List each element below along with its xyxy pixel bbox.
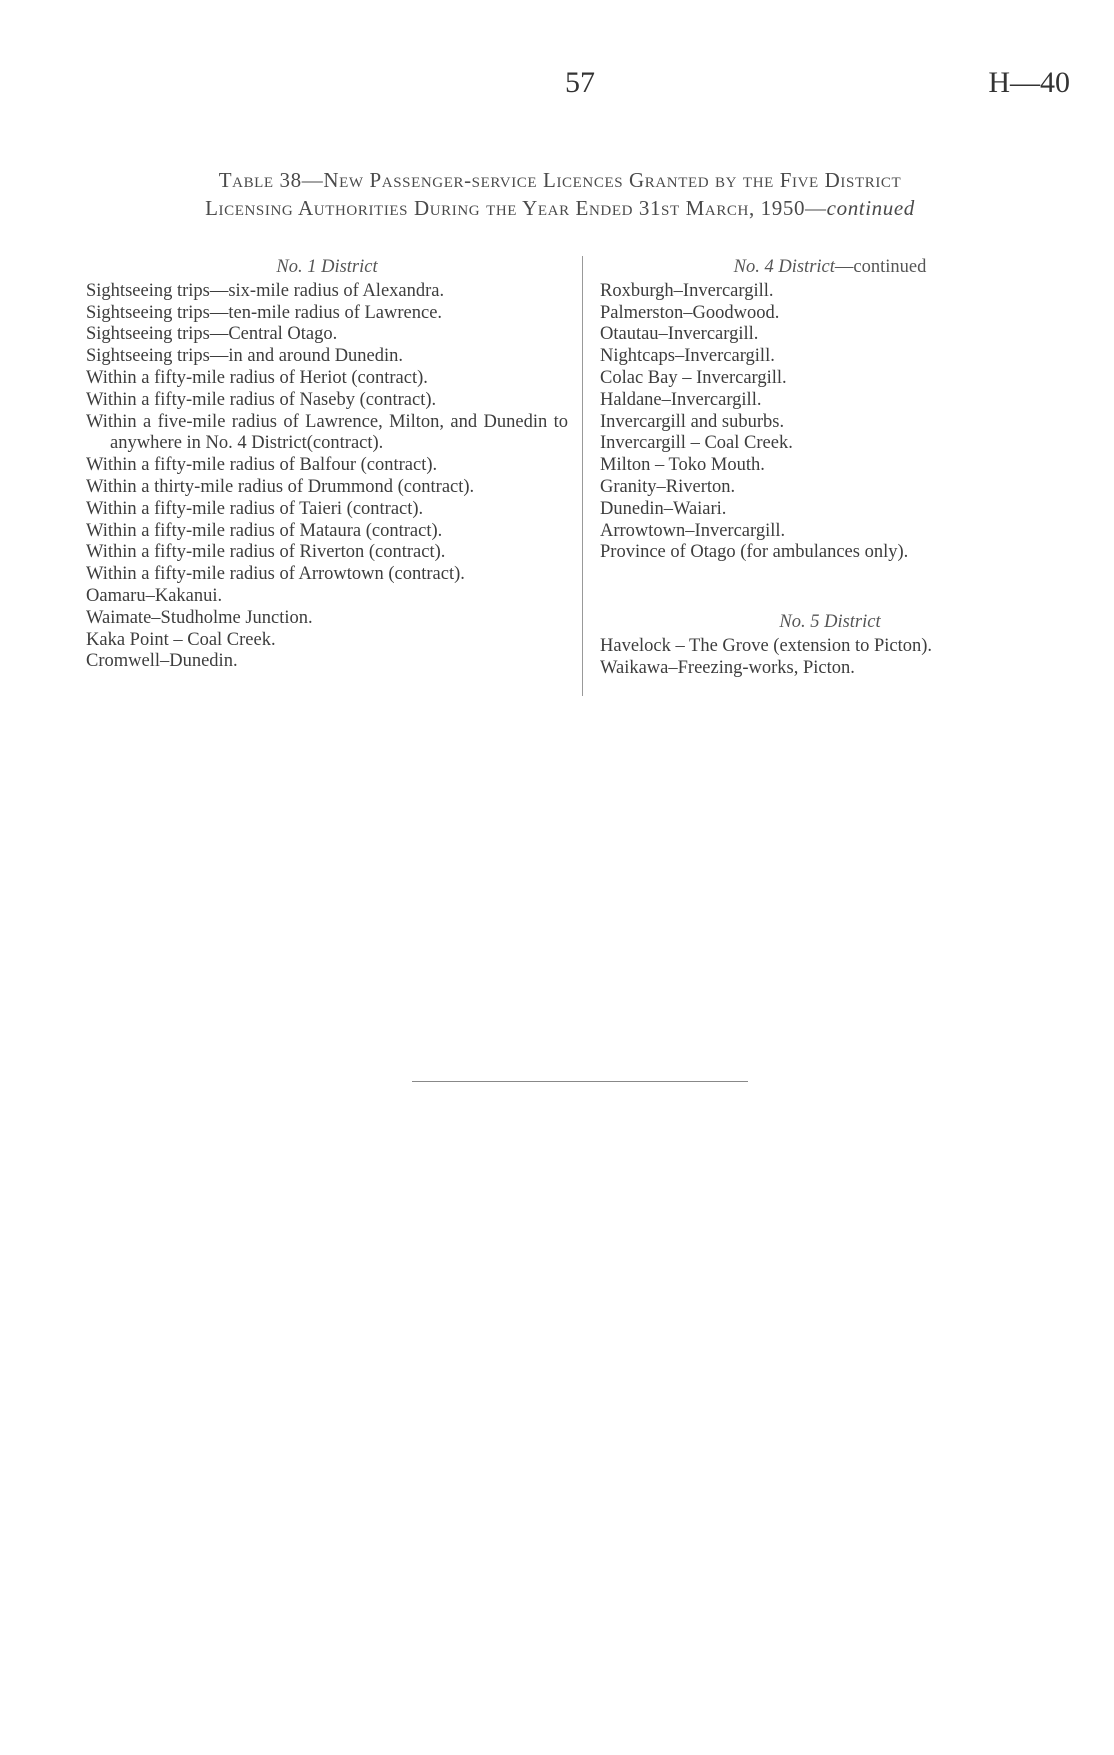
list-item: Sightseeing trips—in and around Dunedin. bbox=[86, 346, 404, 367]
list-item: Province of Otago (for ambulances only). bbox=[600, 542, 909, 563]
list-item: Invercargill – Coal Creek. bbox=[600, 433, 793, 454]
list-item: Palmerston–Goodwood. bbox=[600, 302, 780, 323]
list-item: Sightseeing trips—six-mile radius of Alexandra. bbox=[86, 280, 445, 301]
column-divider bbox=[582, 256, 583, 696]
list-item: Sightseeing trips—ten-mile radius of Lawrence. bbox=[86, 302, 443, 323]
section-spacer bbox=[600, 564, 1060, 612]
list-item: Within a fifty-mile radius of Taieri (contract). bbox=[86, 498, 424, 519]
list-item: Waimate–Studholme Junction. bbox=[86, 607, 313, 628]
district-4-heading-continued: —continued bbox=[834, 257, 927, 277]
table-title-line-2-text: Licensing Authorities During the Year Ended 31st March, 1950— bbox=[205, 196, 827, 220]
list-item: Cromwell–Dunedin. bbox=[86, 651, 238, 672]
list-item: Haldane–Invercargill. bbox=[600, 389, 762, 410]
right-column bbox=[600, 257, 1060, 680]
list-item: Within a fifty-mile radius of Heriot (contract). bbox=[86, 367, 428, 388]
list-item: Waikawa–Freezing-works, Picton. bbox=[600, 657, 855, 678]
list-item: Milton – Toko Mouth. bbox=[600, 455, 765, 476]
district-5-heading: No. 5 District bbox=[779, 612, 881, 633]
list-item: Arrowtown–Invercargill. bbox=[600, 520, 786, 541]
left-column bbox=[86, 257, 568, 673]
list-item: Invercargill and suburbs. bbox=[600, 411, 785, 432]
district-4-heading bbox=[600, 257, 1060, 279]
list-item: Within a fifty-mile radius of Riverton (contract). bbox=[86, 542, 446, 563]
list-item: Sightseeing trips—Central Otago. bbox=[86, 324, 338, 345]
district-1-heading: No. 1 District bbox=[276, 257, 378, 277]
district-4-heading-label: No. 4 District bbox=[733, 257, 835, 277]
list-item: Within a thirty-mile radius of Drummond (contract). bbox=[86, 476, 475, 497]
list-item: Oamaru–Kakanui. bbox=[86, 585, 223, 606]
end-rule bbox=[412, 1081, 748, 1082]
list-item: Granity–Riverton. bbox=[600, 476, 736, 497]
list-item: Within a fifty-mile radius of Balfour (contract). bbox=[86, 455, 438, 476]
page-number: 57 bbox=[565, 66, 595, 99]
list-item: Roxburgh–Invercargill. bbox=[600, 280, 774, 301]
table-title-line-2 bbox=[60, 194, 1060, 222]
document-reference: H—40 bbox=[988, 66, 1070, 99]
list-item: Within a fifty-mile radius of Mataura (contract). bbox=[86, 520, 443, 541]
list-item: Within a fifty-mile radius of Arrowtown (contract). bbox=[86, 564, 465, 585]
table-title-line-1: Table 38—New Passenger-service Licences Granted by the Five District bbox=[218, 168, 902, 192]
list-item: Within a fifty-mile radius of Naseby (contract). bbox=[86, 389, 437, 410]
list-item: Colac Bay – Invercargill. bbox=[600, 367, 787, 388]
list-item: Within a five-mile radius of Lawrence, Milton, and Dunedin to anywhere in No. 4 District(contract). bbox=[86, 411, 568, 454]
list-item: Havelock – The Grove (extension to Picton). bbox=[600, 635, 933, 656]
list-item: Nightcaps–Invercargill. bbox=[600, 346, 775, 367]
list-item: Dunedin–Waiari. bbox=[600, 498, 727, 519]
table-title bbox=[60, 166, 1060, 222]
list-item: Kaka Point – Coal Creek. bbox=[86, 629, 276, 650]
list-item: Otautau–Invercargill. bbox=[600, 324, 759, 345]
table-title-continued: continued bbox=[826, 196, 915, 220]
